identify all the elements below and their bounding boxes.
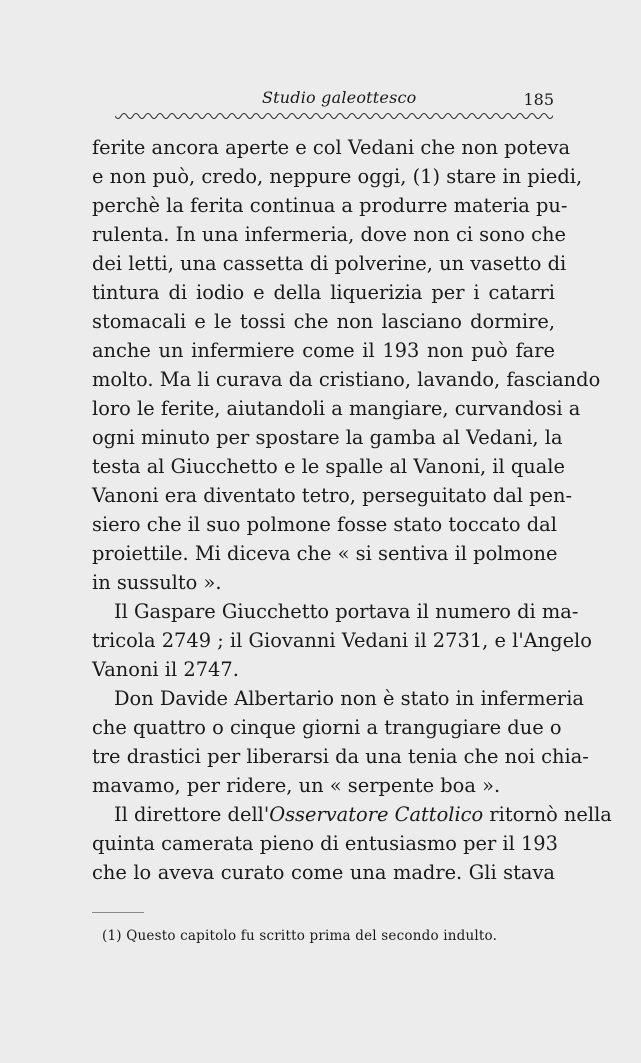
- running-title: Studio galeottesco: [262, 88, 417, 107]
- page-header: [92, 88, 554, 112]
- text-line: che lo aveva curato come una madre. Gli stava: [92, 861, 555, 884]
- text-line: in sussulto ».: [92, 571, 222, 594]
- text-line: anche un infermiere come il 193 non può fare: [92, 339, 555, 362]
- text-line: testa al Giucchetto e le spalle al Vanoni, il quale: [92, 455, 565, 478]
- text-line: tintura di iodio e della liquerizia per i catarri: [92, 281, 555, 304]
- paragraph-start-line: Il Gaspare Giucchetto portava il numero di ma-: [114, 600, 579, 623]
- body-text: [92, 133, 612, 887]
- text-line: quinta camerata pieno di entusiasmo per il 193: [92, 832, 558, 855]
- paragraph-start-line: [92, 800, 612, 829]
- text-line: stomacali e le tossi che non lasciano dormire,: [92, 310, 555, 333]
- text-line: tre drastici per liberarsi da una tenia che noi chia-: [92, 745, 589, 768]
- text-segment: ritornò nella: [483, 803, 612, 826]
- text-line: e non può, credo, neppure oggi, (1) stare in piedi,: [92, 165, 583, 188]
- footnote: (1) Questo capitolo fu scritto prima del secondo indulto.: [102, 928, 498, 944]
- text-line: rulenta. In una infermeria, dove non ci sono che: [92, 223, 566, 246]
- text-line: loro le ferite, aiutandoli a mangiare, curvandosi a: [92, 397, 581, 420]
- text-line: perchè la ferita continua a produrre materia pu-: [92, 194, 568, 217]
- text-line: proiettile. Mi diceva che « si sentiva il polmone: [92, 542, 558, 565]
- text-line: dei letti, una cassetta di polverine, un vasetto di: [92, 252, 567, 275]
- page-number: 185: [523, 90, 554, 109]
- newspaper-title: Osservatore Cattolico: [269, 803, 484, 826]
- text-line: ogni minuto per spostare la gamba al Vedani, la: [92, 426, 563, 449]
- wavy-rule-ornament: [115, 112, 553, 124]
- text-line: ferite ancora aperte e col Vedani che non poteva: [92, 136, 571, 159]
- text-line: Vanoni era diventato tetro, perseguitato dal pen-: [92, 484, 573, 507]
- text-line: tricola 2749 ; il Giovanni Vedani il 2731, e l'Angelo: [92, 629, 592, 652]
- text-line: siero che il suo polmone fosse stato toccato dal: [92, 513, 557, 536]
- text-line: Vanoni il 2747.: [92, 658, 239, 681]
- paragraph-start-line: Don Davide Albertario non è stato in infermeria: [114, 687, 584, 710]
- text-segment: Il direttore dell': [114, 803, 270, 826]
- text-line: molto. Ma li curava da cristiano, lavando, fasciando: [92, 368, 601, 391]
- text-line: che quattro o cinque giorni a trangugiare due o: [92, 716, 562, 739]
- text-line: mavamo, per ridere, un « serpente boa ».: [92, 774, 501, 797]
- footnote-rule: [92, 912, 144, 913]
